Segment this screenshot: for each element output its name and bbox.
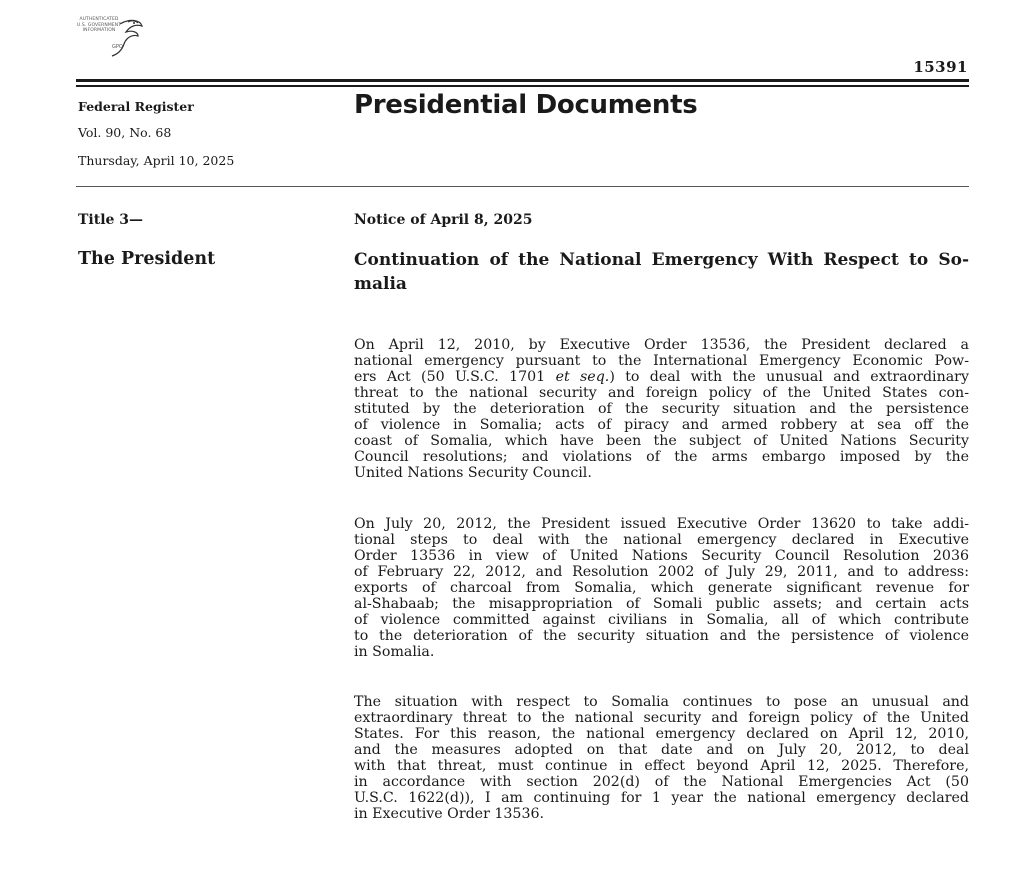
gpo-label-line: INFORMATION	[82, 28, 116, 33]
text-line: in accordance with section 202(d) of the National Emergencies Act (50	[354, 774, 969, 790]
text-line: Council resolutions; and violations of the arms embargo imposed by the	[354, 449, 969, 465]
register-volume: Vol. 90, No. 68	[78, 125, 172, 140]
section-heading: Presidential Documents	[354, 90, 698, 120]
text-line: U.S.C. 1622(d)), I am continuing for 1 year the national emergency declared	[354, 790, 969, 806]
text-line: States. For this reason, the national emergency declared on April 12, 2010,	[354, 726, 969, 742]
gpo-label-line: AUTHENTICATED	[79, 17, 119, 22]
text-line: al-Shabaab; the misappropriation of Somali public assets; and certain acts	[354, 596, 969, 612]
text-line: Order 13536 in view of United Nations Security Council Resolution 2036	[354, 548, 969, 564]
text-line	[354, 369, 969, 385]
page-number: 15391	[913, 58, 968, 76]
paragraph-3	[354, 694, 969, 822]
text-line: with that threat, must continue in effect beyond April 12, 2025. Therefore,	[354, 758, 969, 774]
text-line: and the measures adopted on that date and on July 20, 2012, to deal	[354, 742, 969, 758]
text-line: of February 22, 2012, and Resolution 2002 of July 29, 2011, and to address:	[354, 564, 969, 580]
notice-date: Notice of April 8, 2025	[354, 212, 533, 228]
text-line: in Executive Order 13536.	[354, 806, 545, 822]
text-line: United Nations Security Council.	[354, 465, 592, 481]
text-line: to the deterioration of the security situation and the persistence of violence	[354, 628, 969, 644]
text-line: On April 12, 2010, by Executive Order 13536, the President declared a	[354, 337, 969, 353]
gpo-authentication-text	[70, 17, 128, 34]
gpo-mark: GPO	[112, 44, 123, 50]
gpo-label-line: U.S. GOVERNMENT	[76, 22, 122, 28]
notice-title	[354, 248, 969, 296]
text-line: coast of Somalia, which have been the subject of United Nations Security	[354, 433, 969, 449]
italic-citation: et seq.	[555, 369, 610, 385]
text-line: exports of charcoal from Somalia, which generate significant revenue for	[354, 580, 969, 596]
text-line: of violence committed against civilians in Somalia, all of which contribute	[354, 612, 969, 628]
text-line: national emergency pursuant to the International Emergency Economic Pow-	[354, 353, 969, 369]
register-date: Thursday, April 10, 2025	[78, 153, 235, 168]
text-line: On July 20, 2012, the President issued Executive Order 13620 to take addi-	[354, 516, 969, 532]
notice-title-line: Continuation of the National Emergency With Respect to So-	[354, 250, 969, 270]
text-line: tional steps to deal with the national emergency declared in Executive	[354, 532, 969, 548]
header-rule-top	[76, 79, 969, 82]
title-name: The President	[78, 249, 216, 269]
text-line: threat to the national security and foreign policy of the United States con-	[354, 385, 969, 401]
text-line: extraordinary threat to the national security and foreign policy of the United	[354, 710, 969, 726]
header-rule-bottom	[76, 186, 969, 187]
header-rule-second	[76, 85, 969, 87]
paragraph-1	[354, 337, 969, 481]
title-label: Title 3—	[78, 212, 144, 228]
notice-title-line: malia	[354, 274, 407, 294]
text-segment: ) to deal with the unusual and extraordinary	[609, 369, 969, 385]
paragraph-2	[354, 516, 969, 660]
register-name: Federal Register	[78, 99, 194, 114]
text-line: The situation with respect to Somalia continues to pose an unusual and	[354, 694, 969, 710]
text-segment: ers Act (50 U.S.C. 1701	[354, 369, 546, 385]
text-line: stituted by the deterioration of the security situation and the persistence	[354, 401, 969, 417]
text-line: in Somalia.	[354, 644, 435, 660]
text-line: of violence in Somalia; acts of piracy and armed robbery at sea off the	[354, 417, 969, 433]
